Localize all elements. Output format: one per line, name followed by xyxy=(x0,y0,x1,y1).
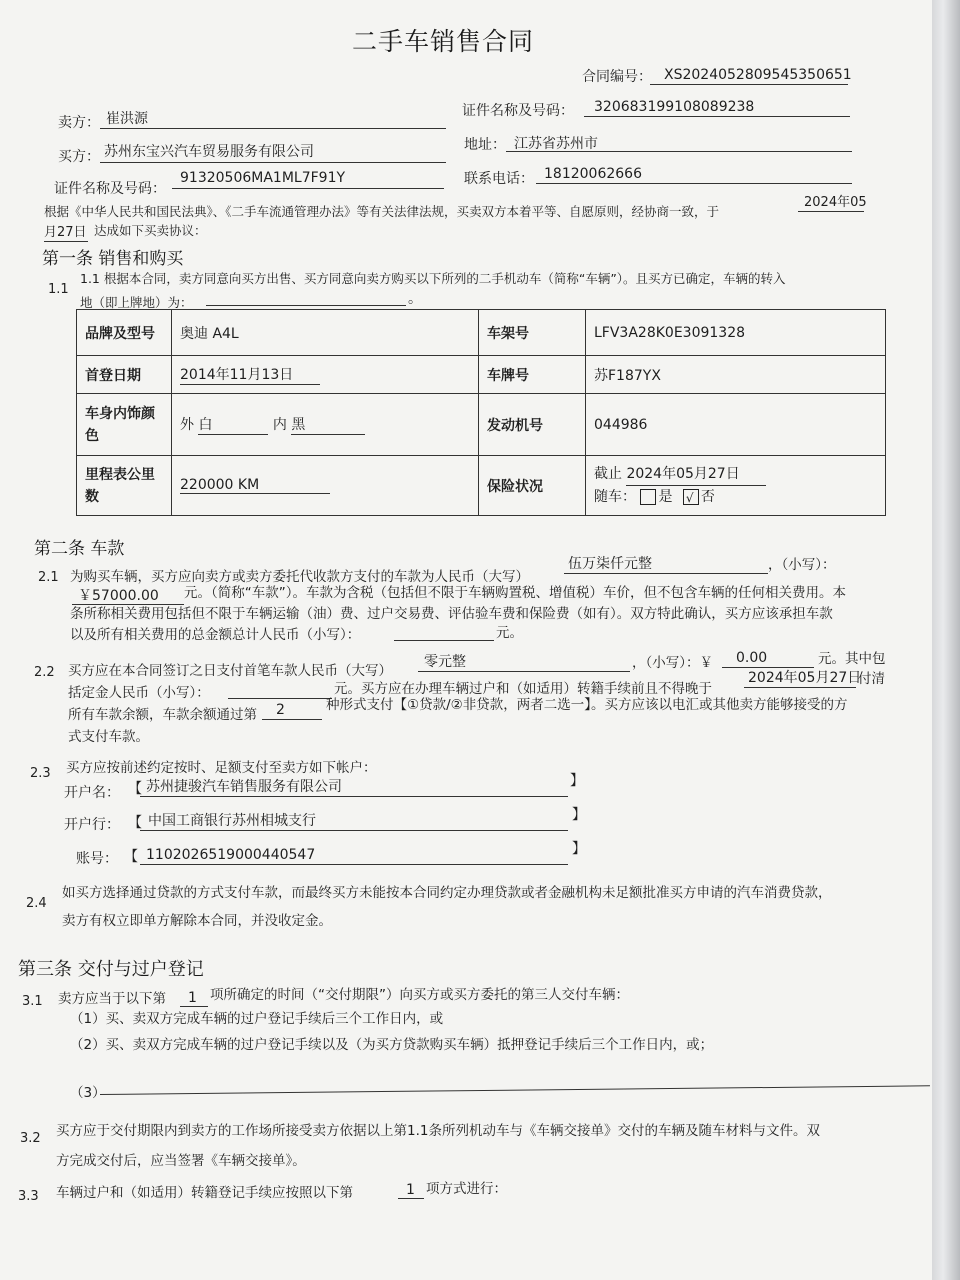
article3-2-number: 3.2 xyxy=(20,1131,41,1146)
article2-3-number: 2.3 xyxy=(30,766,51,781)
article2-4-number: 2.4 xyxy=(26,896,47,911)
registration-place-underline xyxy=(206,305,406,306)
article2-2-number: 2.2 xyxy=(34,665,55,680)
down-payment-in-words-underline xyxy=(418,671,630,672)
odometer-label: 里程表公里数 xyxy=(77,456,172,516)
buyer-address-label: 地址： xyxy=(464,137,506,153)
preamble-date-underline xyxy=(798,211,864,212)
vehicle-row-4 xyxy=(77,456,886,516)
contract-no-label: 合同编号： xyxy=(582,69,652,85)
insurance-yes-checkbox[interactable] xyxy=(640,489,656,505)
insurance-label: 保险状况 xyxy=(479,456,586,516)
insurance-no-checkbox[interactable] xyxy=(683,489,699,505)
buyer-underline xyxy=(100,162,446,163)
buyer-id-underline xyxy=(172,188,444,189)
article2-4-line1: 如买方选择通过贷款的方式支付车款，而最终买方未能按本合同约定办理贷款或者金融机构未足额批准买方申请的汽车消费贷款， xyxy=(62,885,832,901)
down-payment-in-words: 零元整 xyxy=(424,654,466,670)
vin-value: LFV3A28K0E3091328 xyxy=(594,324,746,341)
outer-color-value: 白 xyxy=(198,414,268,435)
account-number-value: 1102026519000440547 xyxy=(146,847,316,863)
price-in-figures: ￥57000.00 xyxy=(78,588,159,604)
article3-heading: 第三条 交付与过户登记 xyxy=(18,959,204,980)
color-cell xyxy=(172,394,479,456)
account-name-lbracket: 【 xyxy=(128,781,142,797)
first-registration-value: 2014年11月13日 xyxy=(180,364,320,385)
buyer-address-value: 江苏省苏州市 xyxy=(514,136,598,152)
color-label: 车身内饰颜色 xyxy=(77,394,172,456)
article2-2-line1a: 买方应在本合同签订之日支付首笔车款人民币（大写） xyxy=(68,663,392,679)
seller-id-value: 320683199108089238 xyxy=(594,99,755,115)
article2-1-line4b: 元。 xyxy=(496,625,523,641)
article2-3-line1: 买方应按前述约定按时、足额支付至卖方如下帐户： xyxy=(66,760,377,776)
brand-label: 品牌及型号 xyxy=(77,310,172,356)
engine-value-cell xyxy=(586,394,886,456)
preamble-line1: 根据《中华人民共和国民法典》、《二手车流通管理办法》等有关法律法规，买卖双方本着平等、自愿原则，经协商一致，于 xyxy=(44,204,720,219)
vehicle-row-3 xyxy=(77,394,886,456)
delivery-option-3-underline xyxy=(100,1085,930,1095)
buyer-label: 买方： xyxy=(58,149,100,165)
vin-label: 车架号 xyxy=(479,310,586,356)
account-number-underline xyxy=(140,864,568,865)
article3-2-line2: 方完成交付后，应当签署《车辆交接单》。 xyxy=(56,1153,306,1169)
payment-method-option: 2 xyxy=(276,702,285,718)
buyer-address-underline xyxy=(506,151,852,152)
seller-id-label: 证件名称及号码： xyxy=(462,103,574,119)
engine-value: 044986 xyxy=(594,416,648,433)
delivery-option-3: （3） xyxy=(70,1085,106,1101)
bank-label: 开户行： xyxy=(64,817,120,833)
deposit-underline xyxy=(228,698,332,699)
article2-2-line4: 式支付车款。 xyxy=(68,729,149,745)
buyer-tel-underline xyxy=(536,183,852,184)
insurance-date: 2024年05月27日 xyxy=(626,463,766,486)
article3-1-line1a: 卖方应当于以下第 xyxy=(58,991,166,1007)
transfer-option-underline xyxy=(398,1198,424,1199)
transfer-option: 1 xyxy=(406,1182,415,1198)
balance-due-date: 2024年05月27日 xyxy=(748,670,862,686)
account-name-rbracket: 】 xyxy=(570,773,584,789)
preamble-date-b: 月27日 xyxy=(44,225,87,240)
article2-heading: 第二条 车款 xyxy=(34,539,125,559)
bank-underline xyxy=(140,830,568,831)
account-number-lbracket: 【 xyxy=(124,849,138,865)
buyer-tel-label: 联系电话： xyxy=(464,171,534,187)
delivery-option: 1 xyxy=(188,990,197,1006)
plate-label: 车牌号 xyxy=(479,356,586,394)
vin-value-cell xyxy=(586,310,886,356)
account-name-underline xyxy=(140,796,568,797)
delivery-option-1: （1）买、卖双方完成车辆的过户登记手续后三个工作日内，或 xyxy=(70,1011,444,1027)
article2-1-line2: 元。（简称“车款”）。车款为含税（包括但不限于车辆购置税、增值税）车价，但不包含车辆的任何相关费用。本 xyxy=(184,585,846,601)
payment-method-underline xyxy=(262,719,322,720)
article2-2-line2b: 元。买方应在办理车辆过户和（如适用）转籍手续前且不得晚于 xyxy=(334,681,712,697)
article1-1-number: 1.1 xyxy=(48,282,69,297)
contract-no-value: XS2024052809545350651 xyxy=(664,67,852,83)
down-payment-in-figures-underline xyxy=(722,667,814,668)
vehicle-row-2 xyxy=(77,356,886,394)
page-title: 二手车销售合同 xyxy=(352,27,535,56)
seller-label: 卖方： xyxy=(58,115,100,131)
first-registration-label: 首登日期 xyxy=(77,356,172,394)
first-registration-cell xyxy=(172,356,479,394)
insurance-no-label: 否 xyxy=(700,489,715,505)
insurance-yes-label: 是 xyxy=(658,489,673,505)
insurance-until-label: 截止 xyxy=(594,466,622,482)
article3-3-number: 3.3 xyxy=(18,1189,39,1204)
buyer-id-value: 91320506MA1ML7F91Y xyxy=(180,170,346,186)
plate-value: 苏F187YX xyxy=(594,367,661,384)
article2-2-line2c: 付清 xyxy=(858,671,885,687)
engine-label: 发动机号 xyxy=(479,394,586,456)
brand-value: 奥迪 A4L xyxy=(180,325,239,342)
contract-no-underline xyxy=(650,84,848,85)
price-in-words: 伍万柒仟元整 xyxy=(568,556,652,572)
brand-value-cell xyxy=(172,310,479,356)
account-number-label: 账号： xyxy=(76,851,118,867)
insurance-with-car-label: 随车： xyxy=(594,489,636,505)
balance-due-date-underline xyxy=(744,687,856,688)
article3-1-line1b: 项所确定的时间（“交付期限”）向买方或买方委托的第三人交付车辆： xyxy=(210,987,629,1003)
preamble-date-a: 2024年05 xyxy=(804,195,867,210)
preamble-line2: 达成如下买卖协议： xyxy=(94,223,207,238)
article2-1-number: 2.1 xyxy=(38,570,59,585)
inner-color-prefix: 内 xyxy=(272,417,287,433)
article2-2-line3a: 所有车款余额，车款余额通过第 xyxy=(68,707,257,723)
article3-3-line1b: 项方式进行： xyxy=(426,1181,507,1197)
delivery-option-underline xyxy=(180,1006,208,1007)
article1-1-line2: 地（即上牌地）为： xyxy=(80,295,193,310)
total-amount-underline xyxy=(394,640,494,641)
article1-1-line1: 1.1 根据本合同，卖方同意向买方出售、买方同意向卖方购买以下所列的二手机动车（简称“车辆”）。且买方已确定，车辆的转入 xyxy=(80,271,786,286)
delivery-option-2: （2）买、卖双方完成车辆的过户登记手续以及（为买方贷款购买车辆）抵押登记手续后三个工作日内，或； xyxy=(70,1037,714,1053)
article2-4-line2: 卖方有权立即单方解除本合同，并没收定金。 xyxy=(62,913,332,929)
article3-2-line1: 买方应于交付期限内到卖方的工作场所接受卖方依据以上第1.1条所列机动车与《车辆交接单》交付的车辆及随车材料与文件。双 xyxy=(56,1123,820,1139)
odometer-cell xyxy=(172,456,479,516)
seller-value: 崔洪源 xyxy=(106,111,148,127)
buyer-value: 苏州东宝兴汽车贸易服务有限公司 xyxy=(104,144,314,160)
article2-1-line1a: 为购买车辆，买方应向卖方或卖方委托代收款方支付的车款为人民币（大写） xyxy=(70,569,529,585)
article3-1-number: 3.1 xyxy=(22,994,43,1009)
seller-id-underline xyxy=(584,116,850,117)
bank-value: 中国工商银行苏州相城支行 xyxy=(148,813,316,829)
account-name-label: 开户名： xyxy=(64,785,120,801)
bank-rbracket: 】 xyxy=(572,807,586,823)
plate-value-cell xyxy=(586,356,886,394)
article1-1-end: 。 xyxy=(408,291,422,307)
buyer-id-label: 证件名称及号码： xyxy=(54,181,166,197)
article2-2-line2a: 括定金人民币（小写）： xyxy=(68,685,210,701)
article2-1-line1b: ，（小写）： xyxy=(768,557,836,573)
vehicle-info-table xyxy=(76,309,886,516)
vehicle-row-1 xyxy=(77,310,886,356)
seller-underline xyxy=(100,128,446,129)
account-number-rbracket: 】 xyxy=(572,841,586,857)
article2-2-line3b: 种形式支付【①贷款/②非贷款，两者二选一】。买方应该以电汇或其他卖方能够接受的方 xyxy=(326,697,848,713)
article2-1-line3: 条所称相关费用包括但不限于车辆运输（油）费、过户交易费、评估验车费和保险费（如有）。双方特此确认，买方应该承担车款 xyxy=(70,606,833,622)
insurance-cell xyxy=(586,456,886,516)
account-name-value: 苏州捷骏汽车销售服务有限公司 xyxy=(146,779,342,795)
article2-2-line1b: ，（小写）：￥ xyxy=(632,655,713,671)
odometer-value: 220000 KM xyxy=(180,477,330,494)
preamble-date-b-underline xyxy=(44,241,88,242)
article1-heading: 第一条 销售和购买 xyxy=(42,249,184,269)
bank-lbracket: 【 xyxy=(128,815,142,831)
buyer-tel-value: 18120062666 xyxy=(544,166,642,182)
price-in-words-underline xyxy=(564,573,768,574)
down-payment-in-figures: 0.00 xyxy=(736,650,768,666)
background-pages-edge xyxy=(932,0,960,1280)
article2-1-line4a: 以及所有相关费用的总金额总计人民币（小写）： xyxy=(70,627,361,643)
outer-color-prefix: 外 xyxy=(180,417,194,433)
inner-color-value: 黑 xyxy=(291,414,365,435)
article3-3-line1a: 车辆过户和（如适用）转籍登记手续应按照以下第 xyxy=(56,1185,353,1201)
article2-2-line1c: 元。其中包 xyxy=(818,651,886,667)
